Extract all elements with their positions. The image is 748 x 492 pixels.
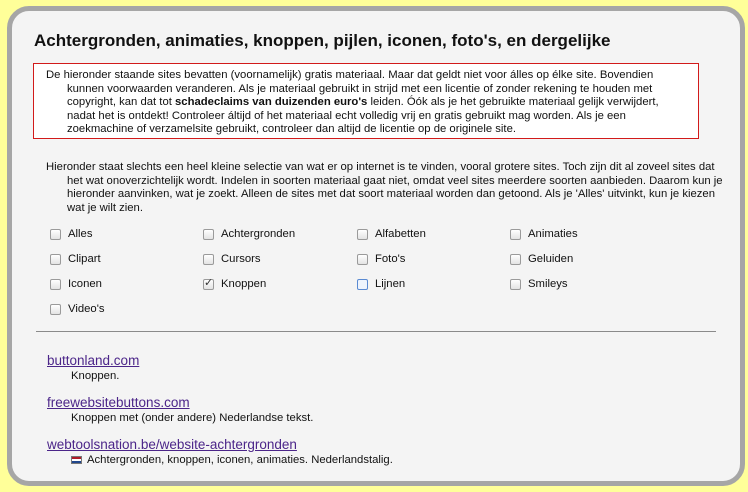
checkbox-box[interactable] xyxy=(50,304,61,315)
site-item xyxy=(47,352,140,382)
warning-bold-claim: schadeclaims van duizenden euro's xyxy=(175,96,368,109)
checkbox-box[interactable] xyxy=(50,279,61,290)
checkbox-cursors[interactable] xyxy=(203,253,261,265)
site-description xyxy=(71,412,313,424)
intro-paragraph: Hieronder staat slechts een heel kleine selectie van wat er op internet is te vinden, vooral grotere sites. Toch zijn dit al zoveel sites dat het wat onoverzichtelijk wordt. Indelen in soorten materiaal gaat niet, omdat veel sites meerdere soorten aanbieden. Daarom kun je hieronder aanvinken, wat je zoekt. Alleen de sites met dat soort materiaal worden dan getoond. Als je 'Alles' uitvinkt, kun je kiezen wat je wilt zien. xyxy=(46,161,723,214)
checkbox-label: Cursors xyxy=(221,253,261,265)
checkbox-box[interactable] xyxy=(510,254,521,265)
checkbox-iconen[interactable] xyxy=(50,278,102,290)
checkbox-label: Achtergronden xyxy=(221,228,296,240)
checkbox-lijnen[interactable] xyxy=(357,278,405,290)
checkbox-alfabetten[interactable] xyxy=(357,228,426,240)
checkbox-geluiden[interactable] xyxy=(510,253,573,265)
checkbox-label: Clipart xyxy=(68,253,101,265)
site-item xyxy=(47,394,314,424)
checkbox-smileys[interactable] xyxy=(510,278,568,290)
checkbox-label: Geluiden xyxy=(528,253,574,265)
intro-text xyxy=(46,161,732,215)
section-divider xyxy=(36,331,716,332)
checkbox-label: Foto's xyxy=(375,253,406,265)
checkbox-box[interactable] xyxy=(357,254,368,265)
warning-line-2-rest: leiden. Óók als je het gebruikte materiaal gelijk verwijdert, nadat het is ontdekt! Controleer áltijd of het materiaal echt volledig vrij en gratis gebruikt mag worden. Als je een zoekmachine of verzamelsite gebruikt, controleer dan altijd de licentie op de originele site. xyxy=(67,96,659,136)
checkbox-knoppen[interactable] xyxy=(203,278,266,290)
site-description xyxy=(71,370,119,382)
checkbox-box[interactable] xyxy=(510,229,521,240)
checkbox-box[interactable] xyxy=(203,229,214,240)
content-panel xyxy=(7,6,745,486)
site-description xyxy=(71,454,393,466)
page-title: Achtergronden, animaties, knoppen, pijlen, iconen, foto's, en dergelijke xyxy=(34,31,611,50)
checkbox-box[interactable] xyxy=(50,254,61,265)
checkbox-box[interactable] xyxy=(50,229,61,240)
warning-line-1: De hieronder staande sites bevatten (voornamelijk) gratis materiaal. Maar dat geldt niet voor álles op élke site. xyxy=(46,69,597,81)
checkbox-label: Smileys xyxy=(528,278,568,290)
checkbox-label: Lijnen xyxy=(375,278,406,290)
checkbox-box[interactable] xyxy=(357,229,368,240)
checkbox-clipart[interactable] xyxy=(50,253,101,265)
site-description-text: Knoppen met (onder andere) Nederlandse tekst. xyxy=(71,412,314,424)
checkbox-fotos[interactable] xyxy=(357,253,405,265)
license-warning-box xyxy=(33,63,699,139)
checkbox-box[interactable] xyxy=(357,279,368,290)
site-item xyxy=(47,436,393,466)
site-link[interactable]: buttonland.com xyxy=(47,353,140,368)
site-description-text: Knoppen. xyxy=(71,370,120,382)
site-description-text: Achtergronden, knoppen, iconen, animaties. Nederlandstalig. xyxy=(87,454,393,466)
site-link[interactable]: webtoolsnation.be/website-achtergronden xyxy=(47,437,297,452)
checkbox-achtergronden[interactable] xyxy=(203,228,295,240)
checkbox-label: Knoppen xyxy=(221,278,267,290)
warning-line-2: Bovendien kunnen voorwaarden veranderen. Als je materiaal gebruikt in strijd met een licentie of zonder rekening te houden met copyright, kan dat tot xyxy=(67,69,654,109)
checkmark-icon: ✓ xyxy=(204,276,214,289)
checkbox-label: Alles xyxy=(68,228,93,240)
checkbox-box[interactable] xyxy=(203,276,214,290)
checkbox-label: Iconen xyxy=(68,278,102,290)
checkbox-label: Alfabetten xyxy=(375,228,426,240)
checkbox-label: Animaties xyxy=(528,228,578,240)
dutch-flag-icon xyxy=(71,456,82,464)
checkbox-label: Video's xyxy=(68,303,105,315)
checkbox-videos[interactable] xyxy=(50,303,105,315)
checkbox-alles[interactable] xyxy=(50,228,93,240)
site-link[interactable]: freewebsitebuttons.com xyxy=(47,395,190,410)
checkbox-animaties[interactable] xyxy=(510,228,578,240)
checkbox-box[interactable] xyxy=(203,254,214,265)
warning-text xyxy=(46,69,686,137)
checkbox-box[interactable] xyxy=(510,279,521,290)
